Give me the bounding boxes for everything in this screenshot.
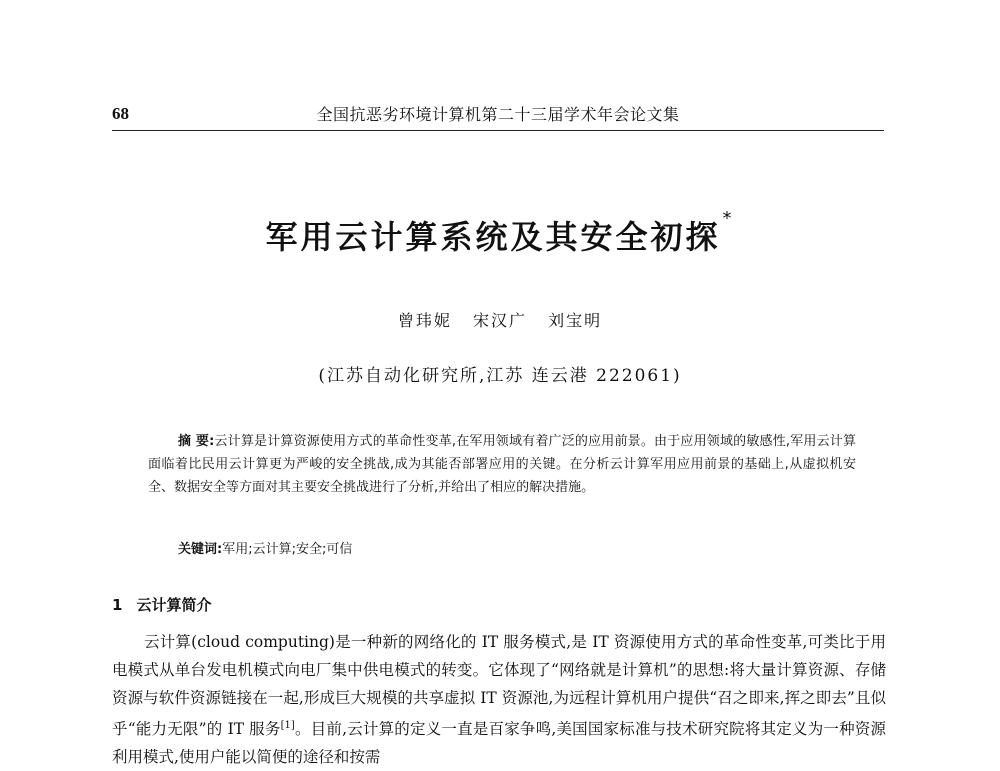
section-heading: [112, 594, 211, 615]
page-number: 68: [112, 104, 129, 123]
keywords: [178, 538, 352, 557]
authors: 曾玮妮 宋汉广 刘宝明: [397, 311, 603, 330]
section-title: 云计算简介: [136, 596, 212, 614]
title-footnote-mark: *: [722, 208, 735, 229]
affiliation: (江苏自动化研究所,江苏 连云港 222061): [318, 366, 682, 386]
body-paragraph: [112, 628, 886, 771]
citation-ref: [1]: [280, 720, 295, 731]
body-text-part2: 。目前,云计算的定义一直是百家争鸣,美国国家标准与技术研究院将其定义为一种资源利用模式,使用户能以简便的途径和按需: [112, 720, 886, 767]
keywords-label: 关键词:: [178, 542, 223, 557]
abstract-paragraph: [148, 430, 856, 499]
section-number: 1: [112, 596, 123, 614]
abstract: [148, 430, 856, 499]
keywords-text: 军用;云计算;安全;可信: [222, 542, 353, 557]
running-head: [112, 96, 884, 131]
journal-title: 全国抗恶劣环境计算机第二十三届学术年会论文集: [316, 105, 680, 124]
abstract-label: 摘 要:: [178, 434, 215, 449]
paper-title-text: 军用云计算系统及其安全初探: [265, 218, 721, 256]
paper-title: [0, 208, 1000, 258]
abstract-text: 云计算是计算资源使用方式的革命性变革,在军用领域有着广泛的应用前景。由于应用领域的敏感性,军用云计算面临着比民用云计算更为严峻的安全挑战,成为其能否部署应用的关键。在分析云计算军用应用前景的基础上,从虚拟机安全、数据安全等方面对其主要安全挑战进行了分析,并给出了相应的解决措施。: [148, 434, 856, 495]
body-text-part1: 云计算(cloud computing)是一种新的网络化的 IT 服务模式,是 IT 资源使用方式的革命性变革,可类比于用电模式从单台发电机模式向电厂集中供电模式的转变。它体现了“网络就是计算机”的思想:将大量计算资源、存储资源与软件资源链接在一起,形成巨大规模的共享虚拟 IT 资源池,为远程计算机用户提供“召之即来,挥之即去”且似乎“能力无限”的 IT 服务: [112, 633, 886, 739]
section-body: [112, 628, 886, 771]
